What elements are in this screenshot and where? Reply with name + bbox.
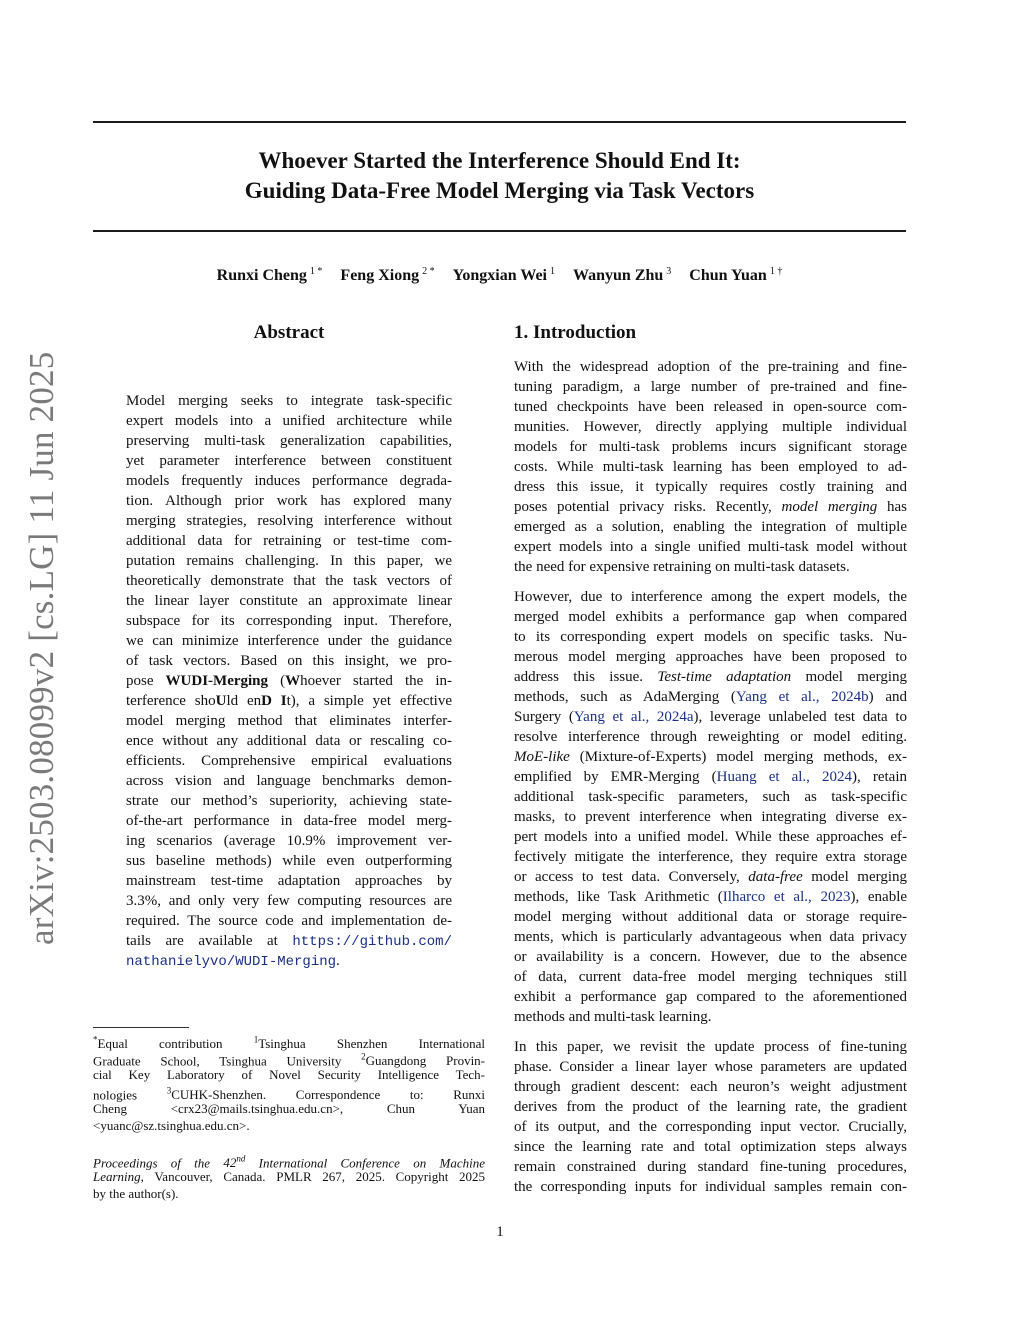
affiliation-footnote: *Equal contribution $^1$Tsinghua Shenzhen International Graduate School, Tsinghua University $^2$Guangdong Provin- cial Key Laboratory of Novel Security Intelligence Tech- nologies $^3$CUHK-Shenzhen. Correspondence to: Runxi Cheng <crx23@mails.tsinghua.edu.cn>, Chun Yuan <yuanc@sz.tsinghua.edu.cn>.: [93, 1035, 486, 1133]
author: Feng Xiong $^{2 *}$: [340, 266, 435, 285]
intro-paragraph-1: With the widespread adoption of the pre-training and fine- tuning paradigm, a large number of pre-trained and fine- tuned checkpoints have been released in open-source com- munities. However, directly applying multiple individual models for multi-task problems incurs significant storage costs. While multi-task learning has been employed to ad- dress this issue, it typically requires costly training and poses potential privacy risks. Recently, model merging has emerged as a solution, enabling the integration of multiple expert models into a single unified multi-task model without the need for expensive retraining on multi-task datasets.: [514, 359, 907, 575]
author-list: [93, 266, 906, 285]
author: Runxi Cheng $^{1 *}$: [216, 266, 323, 285]
method-name: WUDI-Merging: [165, 673, 269, 689]
intro-paragraph-3: In this paper, we revisit the update process of fine-tuning phase. Consider a linear layer whose parameters are updated through gradient descent: each neuron’s weight adjustment derives from the product of the learning rate, the gradient of its output, and the corresponding input vector. Crucially, since the learning rate and total optimization steps always remain constrained during standard fine-tuning procedures, the corresponding inputs for individual samples remain con-: [514, 1039, 907, 1195]
paper-title-line-2: Guiding Data-Free Model Merging via Task Vectors: [244, 178, 755, 203]
code-link[interactable]: https://github.com/: [292, 934, 452, 950]
footnote-rule: [93, 1027, 189, 1028]
arxiv-identifier: arXiv:2503.08099v2 [cs.LG] 11 Jun 2025: [22, 351, 61, 945]
top-rule: [93, 121, 906, 123]
author: Yongxian Wei $^1$: [452, 266, 555, 285]
bottom-rule: [93, 230, 906, 232]
proceedings-note: Proceedings of the 42nd International Conference on Machine Learning, Vancouver, Canada. PMLR 267, 2025. Copyright 2025 by the author(s).: [93, 1154, 485, 1201]
author: Wanyun Zhu $^3$: [573, 266, 672, 285]
paper-title-line-1: Whoever Started the Interference Should End It:: [258, 148, 741, 173]
abstract-heading: Abstract: [253, 322, 325, 343]
citation-link[interactable]: Ilharco et al., 2023: [722, 889, 851, 905]
citation-link[interactable]: Yang et al., 2024a: [573, 709, 694, 725]
citation-link[interactable]: Yang et al., 2024b: [735, 689, 869, 705]
section-heading-introduction: 1. Introduction: [514, 322, 637, 343]
intro-paragraph-2: However, due to interference among the expert models, the merged model exhibits a performance gap when compared to its corresponding expert models on specific tasks. Nu- merous model merging approaches have been proposed to address this issue. Test-time adaptation model merging methods, such as AdaMerging (Yang et al., 2024b) and Surgery (Yang et al., 2024a), leverage unlabeled test data to resolve interference through reweighting or model editing. MoE-like (Mixture-of-Experts) model merging methods, ex- emplified by EMR-Merging (Huang et al., 2024), retain additional task-specific parameters, such as task-specific masks, to prevent interference when integrating diverse ex- pert models into a unified model. While these approaches ef- fectively mitigate the interference, they require extra storage or access to test data. Conversely, data-free model merging methods, like Task Arithmetic (Ilharco et al., 2023), enable model merging without additional data or storage require- ments, which is particularly advantageous when data privacy or availability is a concern. However, due to the absence of data, current data-free model merging techniques still exhibit a performance gap compared to the aforementioned methods and multi-task learning.: [514, 589, 908, 1025]
citation-link[interactable]: Huang et al., 2024: [716, 769, 853, 785]
abstract-body: Model merging seeks to integrate task-specific expert models into a unified architecture while preserving multi-task generalization capabilities, yet parameter interference between constituent models frequently induces performance degrada- tion. Although prior work has explored many merging strategies, resolving interference without additional data for retraining or test-time com- putation remains challenging. In this paper, we theoretically demonstrate that the task vectors of the linear layer constitute an approximate linear subspace for its corresponding input. Therefore, we can minimize interference under the guidance of task vectors. Based on this insight, we pro- pose WUDI-Merging (Whoever started the in- terference shoUld enD It), a simple yet effective model merging method that eliminates interfer- ence without any additional data or rescaling co- efficients. Comprehensive empirical evaluations across vision and language benchmarks demon- strate our method’s superiority, achieving state- of-the-art performance in data-free model merg- ing scenarios (average 10.9% improvement ver- sus baseline methods) while even outperforming mainstream test-time adaptation approaches by 3.3%, and only very few computing resources are required. The source code and implementation de- tails are available at https://github.com/ nathanielyvo/WUDI-Merging.: [126, 393, 452, 970]
page-number: 1: [496, 1224, 504, 1240]
code-link-continued[interactable]: nathanielyvo/WUDI-Merging: [126, 954, 337, 970]
author: Chun Yuan $^{1 \dagger}$: [689, 266, 783, 285]
